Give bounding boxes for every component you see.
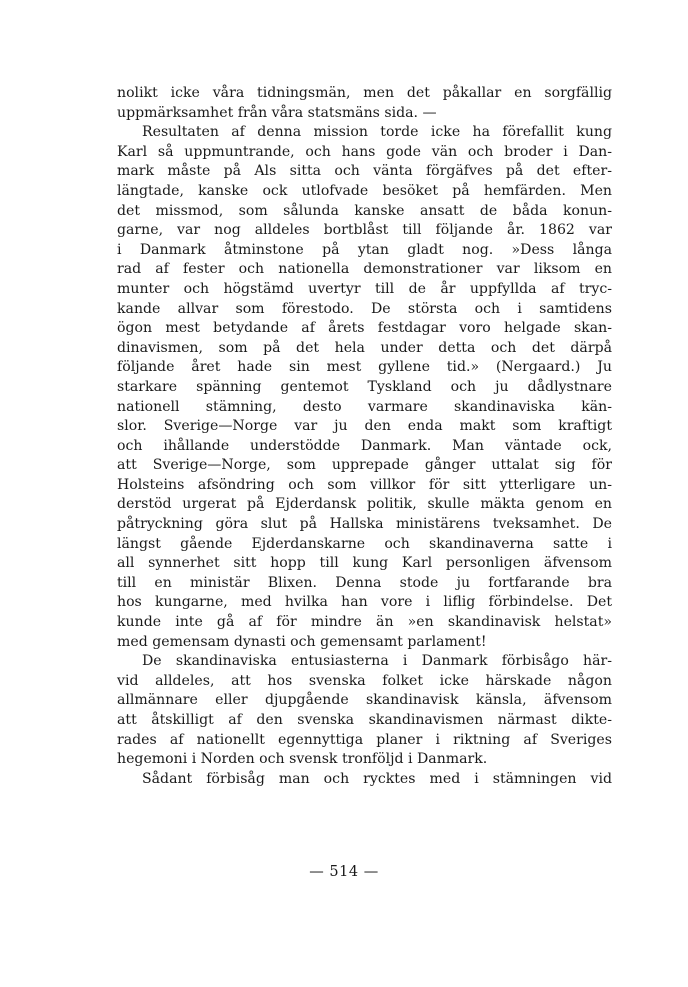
text-line: kande allvar som förestodo. De största och i samtidens: [117, 300, 612, 317]
paragraph-start-line: Resultaten af denna mission torde icke ha förefallit kung: [142, 124, 612, 141]
text-line: nationell stämning, desto varmare skandinaviska kän-: [117, 398, 612, 415]
text-line: längst gående Ejderdanskarne och skandinaverna satte i: [117, 535, 612, 552]
text-line: allmännare eller djupgående skandinavisk känsla, äfvensom: [117, 692, 612, 709]
text-line: följande året hade sin mest gyllene tid.» (Nergaard.) Ju: [117, 359, 612, 376]
text-line: med gemensam dynasti och gemensamt parlament!: [117, 633, 487, 650]
paragraph-start-line: De skandinaviska entusiasterna i Danmark förbisågo här-: [142, 653, 612, 670]
text-line: det missmod, som sålunda kanske ansatt de båda konun-: [117, 202, 612, 219]
text-line: Holsteins afsöndring och som villkor för sitt ytterligare un-: [117, 476, 612, 493]
text-line: hegemoni i Norden och svensk tronföljd i Danmark.: [117, 751, 488, 768]
text-line: dinavismen, som på det hela under detta och det därpå: [117, 339, 612, 356]
text-line: rad af fester och nationella demonstrationer var liksom en: [117, 261, 612, 278]
text-line: nolikt icke våra tidningsmän, men det påkallar en sorgfällig: [117, 85, 612, 101]
text-line: ögon mest betydande af årets festdagar voro helgade skan-: [117, 320, 612, 337]
text-line: all synnerhet sitt hopp till kung Karl personligen äfvensom: [117, 555, 612, 572]
text-line: starkare spänning gentemot Tyskland och ju dådlystnare: [117, 378, 612, 395]
text-line: hos kungarne, med hvilka han vore i liflig förbindelse. Det: [117, 594, 612, 611]
text-line: uppmärksamhet från våra statsmäns sida. —: [117, 104, 437, 121]
paragraph-start-line: Sådant förbisåg man och rycktes med i stämningen vid: [142, 770, 612, 787]
page-number: — 514 —: [309, 864, 379, 880]
text-line: mark måste på Als sitta och vänta förgäfves på det efter-: [117, 163, 612, 180]
text-line: påtryckning göra slut på Hallska ministärens tveksamhet. De: [117, 516, 612, 533]
text-line: derstöd urgerat på Ejderdansk politik, skulle mäkta genom en: [117, 496, 612, 513]
text-line: Karl så uppmuntrande, och hans gode vän och broder i Dan-: [117, 143, 612, 160]
text-line: att åtskilligt af den svenska skandinavismen närmast dikte-: [117, 712, 612, 728]
text-line: rades af nationellt egennyttiga planer i riktning af Sveriges: [117, 731, 612, 748]
page-body: [117, 84, 612, 789]
text-line: i Danmark åtminstone på ytan gladt nog. »Dess långa: [117, 241, 612, 258]
text-line: längtade, kanske ock utlofvade besöket på hemfärden. Men: [117, 182, 612, 199]
text-line: kunde inte gå af för mindre än »en skandinavisk helstat»: [117, 614, 612, 631]
text-line: garne, var nog alldeles bortblåst till följande år. 1862 var: [117, 222, 612, 239]
text-line: slor. Sverige—Norge var ju den enda makt som kraftigt: [117, 418, 612, 435]
text-line: munter och högstämd uvertyr till de år uppfyllda af tryc-: [117, 280, 612, 297]
text-line: vid alldeles, att hos svenska folket icke härskade någon: [117, 672, 612, 689]
text-line: att Sverige—Norge, som upprepade gånger uttalat sig för: [117, 457, 612, 474]
text-line: till en ministär Blixen. Denna stode ju fortfarande bra: [117, 574, 612, 591]
text-line: och ihållande understödde Danmark. Man väntade ock,: [117, 437, 612, 454]
